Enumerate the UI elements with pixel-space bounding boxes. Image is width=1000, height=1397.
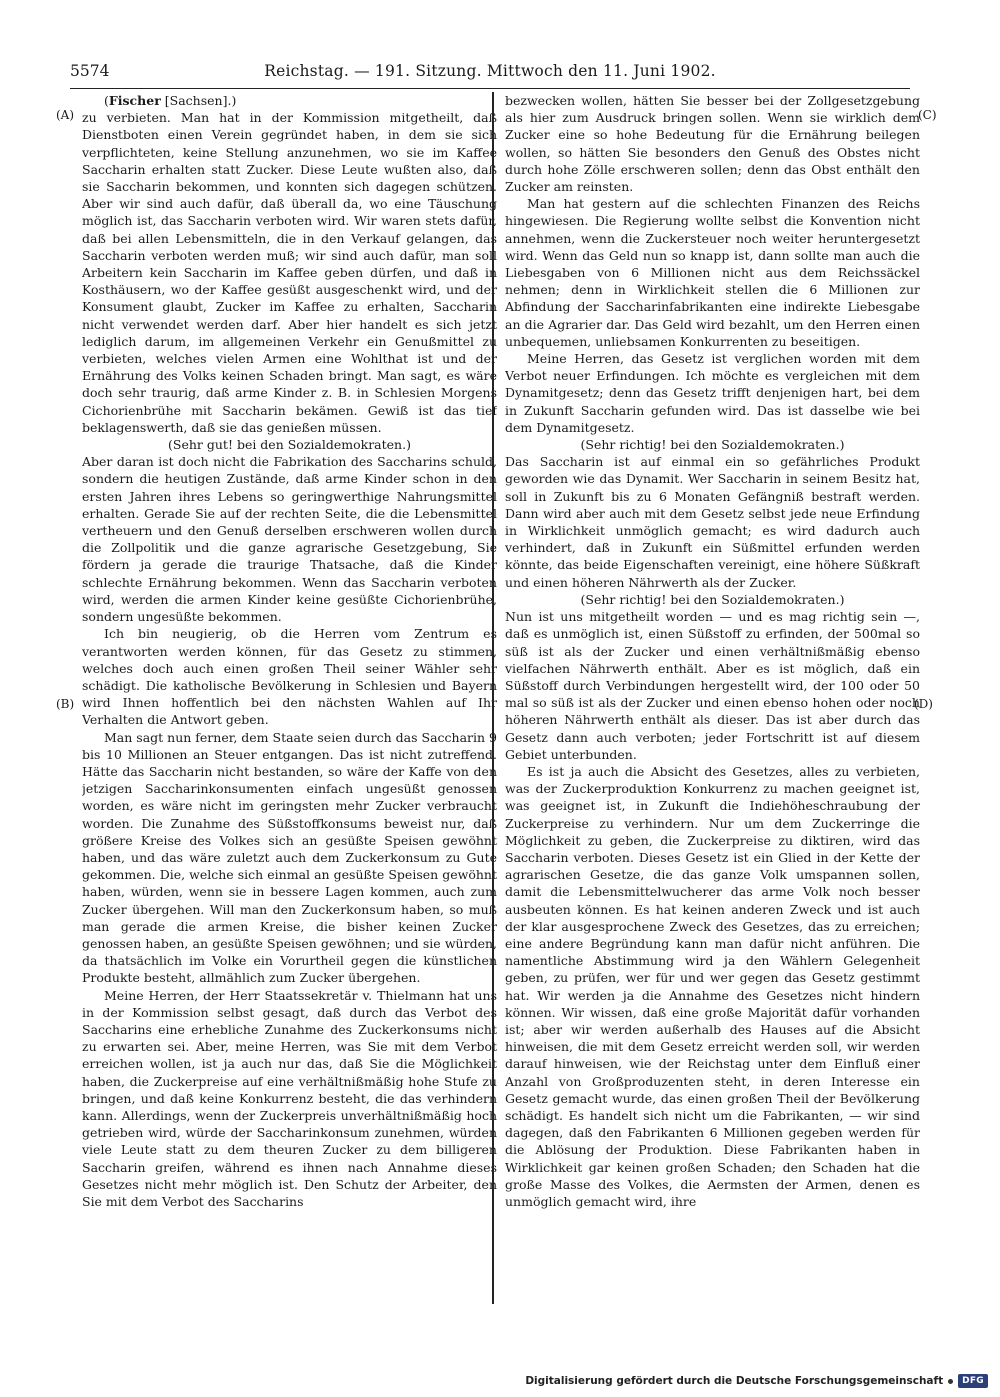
paragraph: zu verbieten. Man hat in der Kommission mitgetheilt, daß Dienstboten einen Verein gegründet haben, in dem sie sich verpflichteten, keine Stellung anzunehmen, wo sie im Kaffee Saccharin erhalten statt Zucker. Diese Leute wußten also, daß sie Saccharin bekommen, und konnten sich dagegen schützen. Aber wir sind auch dafür, daß überall da, wo eine Täuschung möglich ist, das Saccharin verboten wird. Wir waren stets dafür, daß bei allen Lebensmitteln, die in den Verkauf gelangen, das Saccharin verboten werden muß; wir sind auch dafür, man soll Arbeitern kein Saccharin im Kaffee geben dürfen, und daß in Kosthäusern, wo der Kaffee gesüßt ausgeschenkt wird, und der Konsument glaubt, Zucker im Kaffee zu erhalten, Saccharin nicht verwendet werden darf. Aber hier handelt es sich jetzt lediglich darum, im allgemeinen Verkehr ein Genußmittel zu verbieten, welches vielen Armen eine Wohlthat ist und der Ernährung des Volks keinen Schaden bringt. Man sagt, es wäre doch sehr traurig, daß arme Kinder z. B. in Schlesien Morgens Cichorienbrühe mit Saccharin bekämen. Gewiß ist das tief beklagenswerth, daß sie das genießen müssen. (82, 110, 497, 435)
margin-marker-c: (C) (918, 108, 937, 122)
paragraph: Man hat gestern auf die schlechten Finanzen des Reichs hingewiesen. Die Regierung wollte selbst die Konvention nicht annehmen, wenn die Zuckersteuer noch weiter heruntergesetzt wird. Wenn das Geld nun so knapp ist, dann sollte man auch die Liebesgaben von 6 Millionen nicht aus dem Reichssäckel nehmen; denn in Wirklichkeit stellen die 6 Millionen zur Abfindung der Saccharinfabrikanten eine indirekte Liebesgabe an die Agrarier dar. Das Geld wird bezahlt, um den Herren einen unbequemen, unliebsamen Konkurrenten zu beseitigen. (505, 196, 920, 349)
speaker-region: [Sachsen].) (164, 93, 237, 108)
paragraph: Nun ist uns mitgetheilt worden — und es mag richtig sein —, daß es unmöglich ist, einen Süßstoff zu erfinden, der 500mal so süß ist als der Zucker und einen verhältnißmäßig ebenso vielfachen Nährwerth enthält. Aber es ist möglich, daß ein Süßstoff durch Verbindungen hergestellt wird, der 100 oder 50 mal so süß ist als der Zucker und einen ebenso hohen oder noch höheren Nährwerth enthält als dieser. Das ist aber durch das Gesetz dann auch verboten; jeder Fortschritt ist auf diesem Gebiet unterbunden. (505, 609, 920, 762)
margin-marker-b: (B) (56, 697, 75, 711)
speaker-name: Fischer (108, 93, 161, 108)
paragraph: Meine Herren, das Gesetz ist verglichen worden mit dem Verbot neuer Erfindungen. Ich möchte es vergleichen mit dem Dynamitgesetz; denn das Gesetz trifft denjenigen hart, bei dem in Zukunft Saccharin gefunden wird. Das ist dasselbe wie bei dem Dynamitgesetz. (505, 351, 920, 435)
paragraph: Das Saccharin ist auf einmal ein so gefährliches Produkt geworden wie das Dynamit. Wer Saccharin in seinem Besitz hat, soll in Zukunft bis zu 6 Monaten Gefängniß bestraft werden. Dann wird aber auch mit dem Gesetz selbst jede neue Erfindung in Wirklichkeit unmöglich gemacht; es wird dadurch auch verhindert, daß in Zukunft ein Süßmittel erfunden werden könnte, das beide Eigenschaften vereinigt, eine höhere Süßkraft und einen höheren Nährwerth als der Zucker. (505, 454, 920, 590)
interjection: (Sehr gut! bei den Sozialdemokraten.) (168, 437, 411, 453)
right-column (505, 92, 920, 1304)
page-number: 5574 (70, 62, 110, 80)
left-column (82, 92, 497, 1304)
paragraph: bezwecken wollen, hätten Sie besser bei der Zollgesetzgebung als hier zum Ausdruck bringen sollen. Wenn sie wirklich dem Zucker eine so hohe Bedeutung für die Ernährung beilegen wollen, so hätten Sie besonders den Genuß des Obstes nicht durch hohe Zölle erschweren sollen; denn das Obst enthält den Zucker am reinsten. (505, 93, 920, 195)
margin-marker-d: (D) (914, 697, 933, 711)
paragraph: Meine Herren, der Herr Staatssekretär v. Thielmann hat uns in der Kommission selbst gesagt, daß durch das Verbot des Saccharins eine erhebliche Zunahme des Zuckerkonsums nicht zu erwarten sei. Aber, meine Herren, was Sie mit dem Verbot erreichen wollen, ist ja auch nur das, daß Sie die Möglichkeit haben, die Zuckerpreise auf eine verhältnißmäßig hohe Stufe zu bringen, und daß keine Konkurrenz besteht, die das verhindern kann. Allerdings, wenn der Zuckerpreis unverhältnißmäßig hoch getrieben wird, würde der Saccharinkonsum zunehmen, würden viele Leute statt zu dem theuren Zucker zu dem billigeren Saccharin greifen, während es ihnen nach Annahme dieses Gesetzes nicht mehr möglich ist. Den Schutz der Arbeiter, den Sie mit dem Verbot des Saccharins (82, 987, 497, 1209)
margin-marker-a: (A) (56, 108, 75, 122)
speaker-line: (Fischer [Sachsen].) (104, 93, 237, 108)
footer-credit (525, 1373, 988, 1389)
page-title: Reichstag. — 191. Sitzung. Mittwoch den 11. Juni 1902. (264, 62, 716, 80)
paragraph: Man sagt nun ferner, dem Staate seien durch das Saccharin 9 bis 10 Millionen an Steuer entgangen. Das ist nicht zutreffend. Hätte das Saccharin nicht bestanden, so wäre der Kaffe von den jetzigen Saccharinkonsumenten einfach ungesüßt genossen worden, es wäre nicht im geringsten mehr Zucker verbraucht worden. Die Zunahme des Süßstoffkonsums beweist nur, daß größere Kreise des Volkes sich an gesüßte Speisen gewöhnt haben, und das wäre zuletzt auch dem Zuckerkonsum zu Gute gekommen. Die, welche sich einmal an gesüßte Speisen gewöhnt haben, würden, wenn sie in bessere Lagen kommen, auch zum Zucker übergehen. Will man den Zuckerkonsum haben, so muß man gerade die armen Kreise, die bisher keinen Zucker genossen haben, an gesüßte Speisen gewöhnen; und sie würden, da thatsächlich im Volke ein Vorurtheil gegen die künstlichen Produkte besteht, allmählich zum Zucker übergehen. (82, 729, 497, 986)
paragraph: Ich bin neugierig, ob die Herren vom Zentrum es verantworten werden können, für das Gesetz zu stimmen, welches doch auch einen großen Theil seiner Wähler sehr schädigt. Die katholische Bevölkerung in Schlesien und Bayern wird Ihnen hoffentlich bei den nächsten Wahlen auf Ihr Verhalten die Antwort geben. (82, 626, 497, 728)
column-divider (492, 92, 494, 1304)
interjection: (Sehr richtig! bei den Sozialdemokraten.) (580, 591, 845, 607)
page-header (70, 62, 910, 86)
dfg-logo: DFG (958, 1374, 988, 1388)
footer-text: Digitalisierung gefördert durch die Deutsche Forschungsgemeinschaft (525, 1375, 944, 1387)
header-rule (70, 88, 910, 89)
bullet-icon (948, 1379, 953, 1384)
paragraph: Es ist ja auch die Absicht des Gesetzes, alles zu verbieten, was der Zuckerproduktion Konkurrenz zu machen geeignet ist, was geeignet ist, in Zukunft die Indiehöheschraubung der Zuckerpreise zu verhindern. Nur um dem Zuckerringe die Möglichkeit zu geben, die Zuckerpreise zu diktiren, wird das Saccharin verboten. Dieses Gesetz ist ein Glied in der Kette der agrarischen Gesetze, die das ganze Volk umspannen sollen, damit die Lebensmittelwucherer das arme Volk noch besser ausbeuten können. Es hat keinen anderen Zweck und ist auch der klar ausgesprochene Zweck des Gesetzes, das zu erreichen; eine andere Begründung kann man dafür nicht anführen. Die namentliche Abstimmung wird ja den Wählern Gelegenheit geben, zu prüfen, wer für und wer gegen das Gesetz gestimmt hat. Wir werden ja die Annahme des Gesetzes nicht hindern können. Wir wissen, daß eine große Majorität dafür vorhanden ist; aber wir werden außerhalb des Hauses auf die Absicht hinweisen, die mit dem Gesetz erreicht werden soll, wir werden darauf hinweisen, wie der Reichstag unter dem Einfluß einer Anzahl von Großproduzenten steht, in deren Interesse ein Gesetz gemacht wurde, das einen großen Theil der Bevölkerung schädigt. Es handelt sich nicht um die Fabrikanten, — wir sind dagegen, daß den Fabrikanten 6 Millionen gegeben werden für die Ablösung der Produktion. Diese Fabrikanten haben in Wirklichkeit gar keinen großen Schaden; den Schaden hat die große Masse des Volkes, die Aermsten der Armen, denen es unmöglich gemacht wird, ihre (505, 763, 920, 1209)
paragraph: Aber daran ist doch nicht die Fabrikation des Saccharins schuld, sondern die heutigen Zustände, daß arme Kinder schon in den ersten Jahren ihres Lebens so geringwerthige Nahrungsmittel erhalten. Gerade Sie auf der rechten Seite, die die Lebensmittel vertheuern und den Genuß derselben erschweren wollen durch die Zollpolitik und die ganze agrarische Gesetzgebung, Sie fördern ja gerade die traurige Thatsache, daß die Kinder schlechte Ernährung bekommen. Wenn das Saccharin verboten wird, werden die armen Kinder keine gesüßte Cichorienbrühe, sondern ungesüßte bekommen. (82, 454, 497, 625)
interjection: (Sehr richtig! bei den Sozialdemokraten.) (580, 437, 845, 453)
